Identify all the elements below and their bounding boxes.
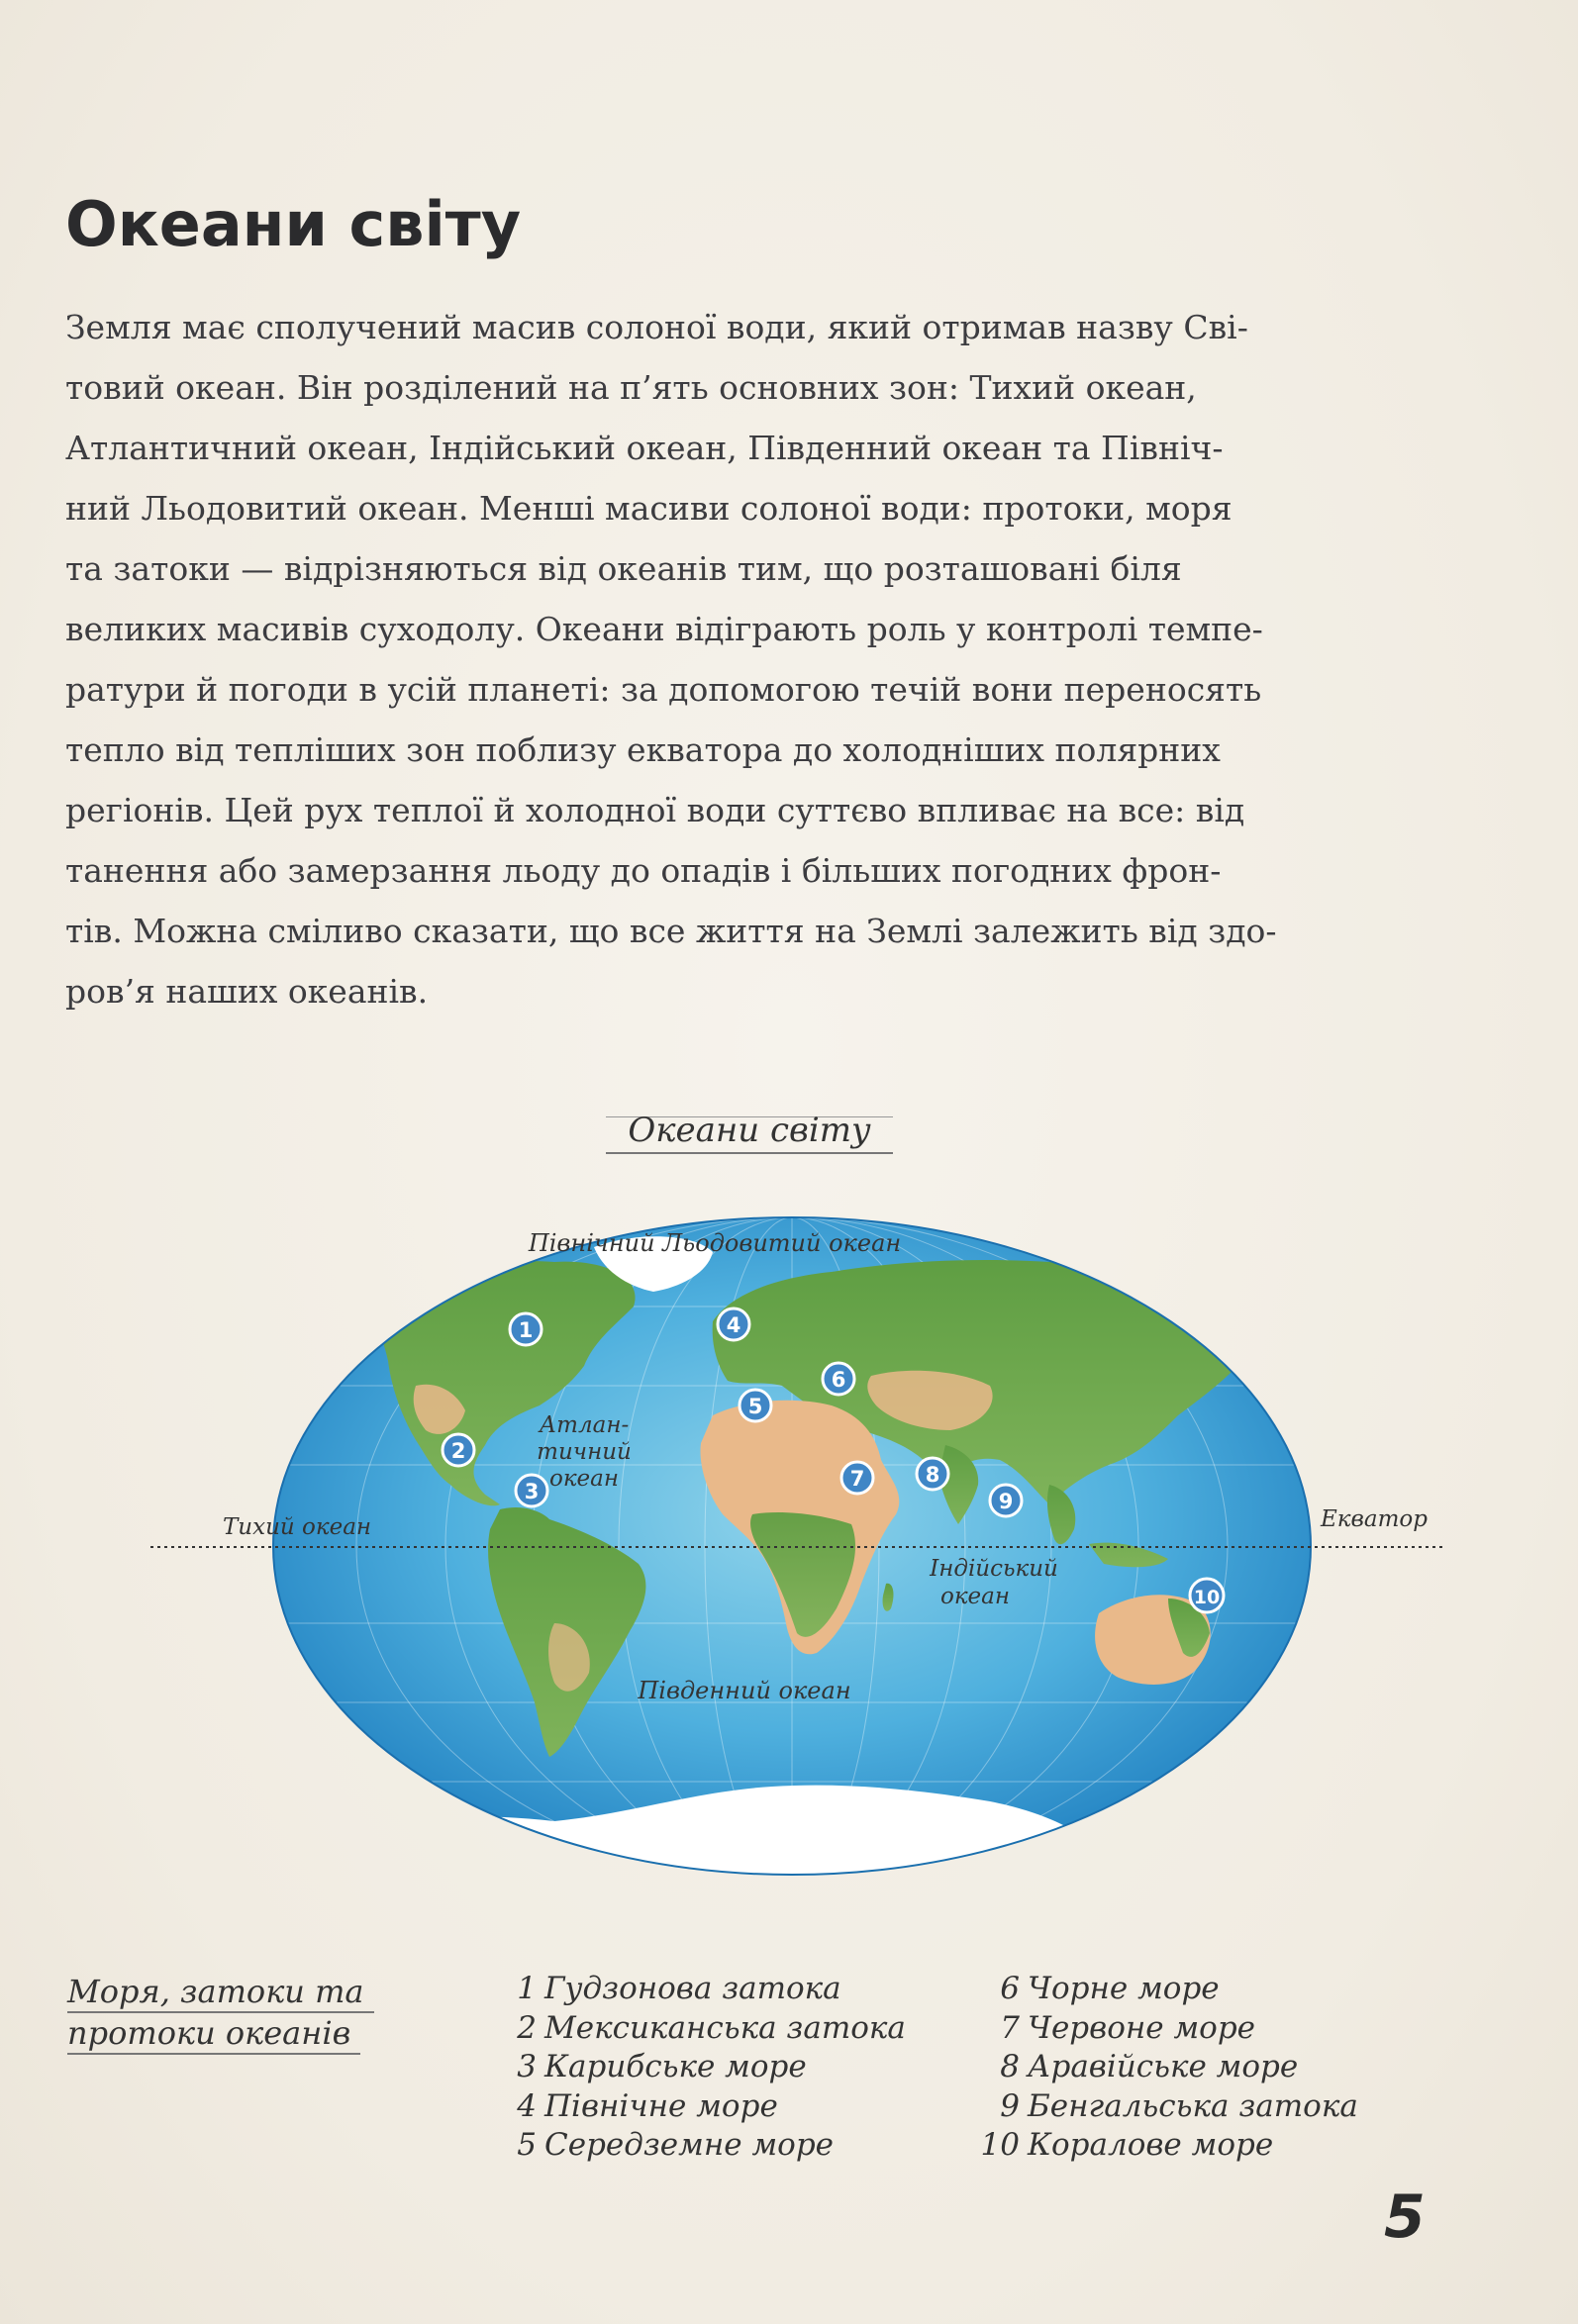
map-marker — [990, 1485, 1022, 1516]
map-marker — [443, 1434, 474, 1466]
paragraph-line: ний Льодовитий океан. Менші масиви солоної води: протоки, моря — [65, 489, 1233, 528]
antarctica — [297, 1786, 1317, 1881]
paragraph-line: ров’я наших океанів. — [65, 972, 429, 1011]
page-number: 5 — [1384, 2182, 1426, 2252]
legend-number: 8 — [1000, 2049, 1020, 2084]
map-marker — [510, 1313, 542, 1345]
marker-number: 2 — [450, 1439, 466, 1463]
pacific-label: Тихий океан — [222, 1514, 372, 1540]
legend-item — [501, 2048, 906, 2087]
map-marker — [1190, 1579, 1224, 1612]
legend-name: Мексиканська затока — [544, 2009, 906, 2046]
atlantic-label-3: океан — [548, 1466, 620, 1492]
paragraph-line: товий океан. Він розділений на п’ять основних зон: Тихий океан, — [65, 368, 1197, 407]
legend-name: Червоне море — [1028, 2009, 1256, 2046]
legend-name: Коралове море — [1028, 2127, 1274, 2163]
map-marker — [841, 1462, 873, 1494]
marker-number: 1 — [518, 1318, 534, 1342]
legend-name: Північне море — [544, 2087, 778, 2124]
map-marker — [740, 1390, 771, 1421]
marker-number: 3 — [524, 1480, 540, 1503]
legend-item — [501, 2009, 906, 2049]
legend-name: Гудзонова затока — [544, 1971, 841, 2006]
map-marker — [516, 1475, 547, 1506]
legend-heading-line: протоки океанів — [67, 2013, 360, 2055]
marker-number: 9 — [998, 1490, 1014, 1513]
legend-heading-line: Моря, затоки та — [67, 1972, 374, 2013]
legend-item — [972, 2126, 1358, 2166]
legend-name: Середземне море — [544, 2127, 835, 2163]
marker-number: 6 — [831, 1368, 846, 1392]
equator-label: Екватор — [1320, 1506, 1429, 1532]
legend-column — [972, 1970, 1358, 2166]
atlantic-label-2: тичний — [537, 1439, 632, 1465]
legend-number: 9 — [1000, 2087, 1020, 2124]
arctic-ocean-label: Північний Льодовитий океан — [528, 1229, 902, 1257]
indian-label-2: океан — [939, 1584, 1011, 1609]
legend-number: 7 — [1000, 2009, 1020, 2046]
marker-number: 10 — [1193, 1587, 1221, 1608]
legend-heading — [67, 1972, 444, 2055]
map-marker — [718, 1308, 749, 1340]
legend-number: 2 — [517, 2009, 537, 2046]
legend-name: Бенгальська затока — [1028, 2087, 1358, 2124]
southern-ocean-label: Південний океан — [638, 1677, 851, 1704]
marker-number: 7 — [849, 1467, 865, 1491]
paragraph-line: великих масивів суходолу. Океани відіграють роль у контролі темпе- — [65, 610, 1263, 648]
legend-item — [501, 1970, 906, 2009]
legend-number: 10 — [980, 2127, 1020, 2163]
paragraph-line: Атлантичний океан, Індійський океан, Південний океан та Північ- — [65, 429, 1224, 467]
legend-name: Аравійське море — [1028, 2049, 1299, 2084]
intro-paragraph — [65, 297, 1422, 1021]
legend-item — [501, 2126, 906, 2166]
paragraph-line: тів. Можна сміливо сказати, що все життя на Землі залежить від здо- — [65, 912, 1277, 950]
indian-label-1: Індійський — [930, 1556, 1058, 1582]
marker-number: 8 — [925, 1463, 940, 1487]
legend-number: 5 — [517, 2127, 537, 2163]
paragraph-line: танення або замерзання льоду до опадів і більших погодних фрон- — [65, 851, 1222, 890]
map-title: Океани світу — [606, 1111, 893, 1154]
legend-number: 4 — [517, 2087, 537, 2124]
paragraph-line: регіонів. Цей рух теплої й холодної води суттєво впливає на все: від — [65, 791, 1245, 829]
legend-name: Карибське море — [544, 2049, 807, 2084]
legend-number: 1 — [517, 1971, 537, 2006]
page-title: Океани світу — [65, 188, 522, 260]
paragraph-line: Земля має сполучений масив солоної води, який отримав назву Сві- — [65, 308, 1248, 346]
map-marker — [917, 1458, 948, 1490]
world-map — [0, 1168, 1578, 1900]
paragraph-line: тепло від тепліших зон поблизу екватора до холодніших полярних — [65, 730, 1221, 769]
legend-number: 6 — [1000, 1971, 1020, 2006]
legend-item — [972, 2009, 1358, 2049]
map-marker — [823, 1363, 854, 1395]
legend-item — [972, 1970, 1358, 2009]
legend-column — [501, 1970, 906, 2166]
legend-number: 3 — [517, 2049, 537, 2084]
marker-number: 4 — [726, 1313, 741, 1337]
legend-name: Чорне море — [1028, 1971, 1220, 2006]
atlantic-label-1: Атлан- — [539, 1412, 630, 1438]
legend-item — [501, 2087, 906, 2127]
marker-number: 5 — [747, 1395, 763, 1418]
paragraph-line: ратури й погоди в усій планеті: за допомогою течій вони переносять — [65, 670, 1262, 709]
legend-item — [972, 2087, 1358, 2127]
legend-item — [972, 2048, 1358, 2087]
paragraph-line: та затоки — відрізняються від океанів тим, що розташовані біля — [65, 549, 1182, 588]
